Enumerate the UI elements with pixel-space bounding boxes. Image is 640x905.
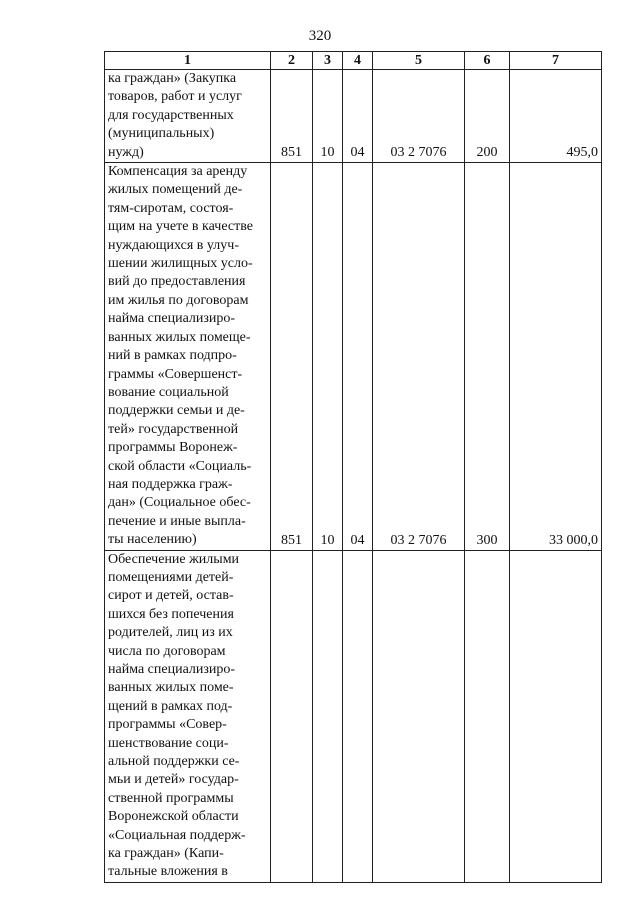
- description-line: граммы «Совершенст-: [108, 366, 243, 382]
- header-col-1: 1: [105, 52, 271, 70]
- cell-target-article: 03 2 7076: [373, 70, 465, 163]
- cell-target-article: [373, 550, 465, 882]
- description-line: нуждающихся в улуч-: [108, 237, 239, 253]
- row-description: [105, 163, 271, 551]
- description-line: ка граждан» (Капи-: [108, 846, 224, 862]
- description-line: тей» государственной: [108, 421, 239, 437]
- cell-subsection: 04: [343, 163, 373, 551]
- header-col-2: 2: [271, 52, 313, 70]
- cell-ministry-code: 851: [271, 70, 313, 163]
- description-line: Воронежской области: [108, 809, 239, 825]
- description-line: жилых помещений де-: [108, 182, 243, 198]
- row-description: [105, 70, 271, 163]
- description-line: «Социальная поддерж-: [108, 827, 246, 843]
- description-line: программы Воронеж-: [108, 440, 238, 456]
- cell-section: 10: [313, 163, 343, 551]
- cell-target-article: 03 2 7076: [373, 163, 465, 551]
- description-line: товаров, работ и услуг: [108, 89, 242, 105]
- description-line: нужд): [108, 144, 144, 160]
- header-col-4: 4: [343, 52, 373, 70]
- cell-expense-type: [465, 550, 510, 882]
- description-line: вий до предоставления: [108, 274, 246, 290]
- description-line: щений в рамках под-: [108, 698, 233, 714]
- description-line: сирот и детей, остав-: [108, 588, 234, 604]
- description-line: Компенсация за аренду: [108, 164, 248, 180]
- description-line: ванных жилых помеще-: [108, 329, 251, 345]
- description-line: печение и иные выпла-: [108, 513, 246, 529]
- cell-amount: 495,0: [510, 70, 602, 163]
- table-row: [105, 163, 602, 551]
- page-number: 320: [308, 28, 332, 44]
- cell-ministry-code: [271, 550, 313, 882]
- cell-subsection: 04: [343, 70, 373, 163]
- table-row: [105, 70, 602, 163]
- header-col-7: 7: [510, 52, 602, 70]
- description-line: тям-сиротам, состоя-: [108, 200, 234, 216]
- description-line: родителей, лиц из их: [108, 625, 233, 641]
- description-line: тальные вложения в: [108, 864, 228, 880]
- cell-amount: [510, 550, 602, 882]
- description-line: для государственных: [108, 107, 234, 123]
- cell-expense-type: 200: [465, 70, 510, 163]
- header-col-3: 3: [313, 52, 343, 70]
- description-line: ты населению): [108, 532, 197, 548]
- description-line: (муниципальных): [108, 126, 215, 142]
- cell-expense-type: 300: [465, 163, 510, 551]
- description-line: шихся без попечения: [108, 606, 234, 622]
- description-line: программы «Совер-: [108, 717, 227, 733]
- description-line: ка граждан» (Закупка: [108, 71, 237, 86]
- header-row: [105, 52, 602, 70]
- description-line: ная поддержка граж-: [108, 476, 233, 492]
- cell-section: 10: [313, 70, 343, 163]
- description-line: найма специализиро-: [108, 662, 236, 677]
- description-line: числа по договорам: [108, 643, 226, 659]
- cell-subsection: [343, 550, 373, 882]
- cell-amount: 33 000,0: [510, 163, 602, 551]
- row-description: [105, 550, 271, 882]
- description-line: шенствование соци-: [108, 735, 229, 751]
- description-line: ванных жилых поме-: [108, 680, 234, 696]
- description-line: шении жилищных усло-: [108, 256, 253, 272]
- budget-table: [104, 51, 602, 883]
- description-line: вование социальной: [108, 384, 229, 400]
- description-line: найма специализиро-: [108, 311, 236, 327]
- description-line: помещениями детей-: [108, 569, 234, 585]
- description-line: щим на учете в качестве: [108, 219, 253, 235]
- description-line: ственной программы: [108, 790, 234, 806]
- cell-section: [313, 550, 343, 882]
- header-col-5: 5: [373, 52, 465, 70]
- header-col-6: 6: [465, 52, 510, 70]
- cell-ministry-code: 851: [271, 163, 313, 551]
- description-line: им жилья по договорам: [108, 292, 249, 308]
- description-line: дан» (Социальное обес-: [108, 495, 251, 511]
- table-row: [105, 550, 602, 882]
- description-line: Обеспечение жилыми: [108, 551, 240, 567]
- description-line: ской области «Социаль-: [108, 458, 252, 474]
- description-line: альной поддержки се-: [108, 754, 240, 770]
- description-line: ний в рамках подпро-: [108, 348, 237, 364]
- description-line: мьи и детей» государ-: [108, 772, 239, 788]
- description-line: поддержки семьи и де-: [108, 403, 245, 419]
